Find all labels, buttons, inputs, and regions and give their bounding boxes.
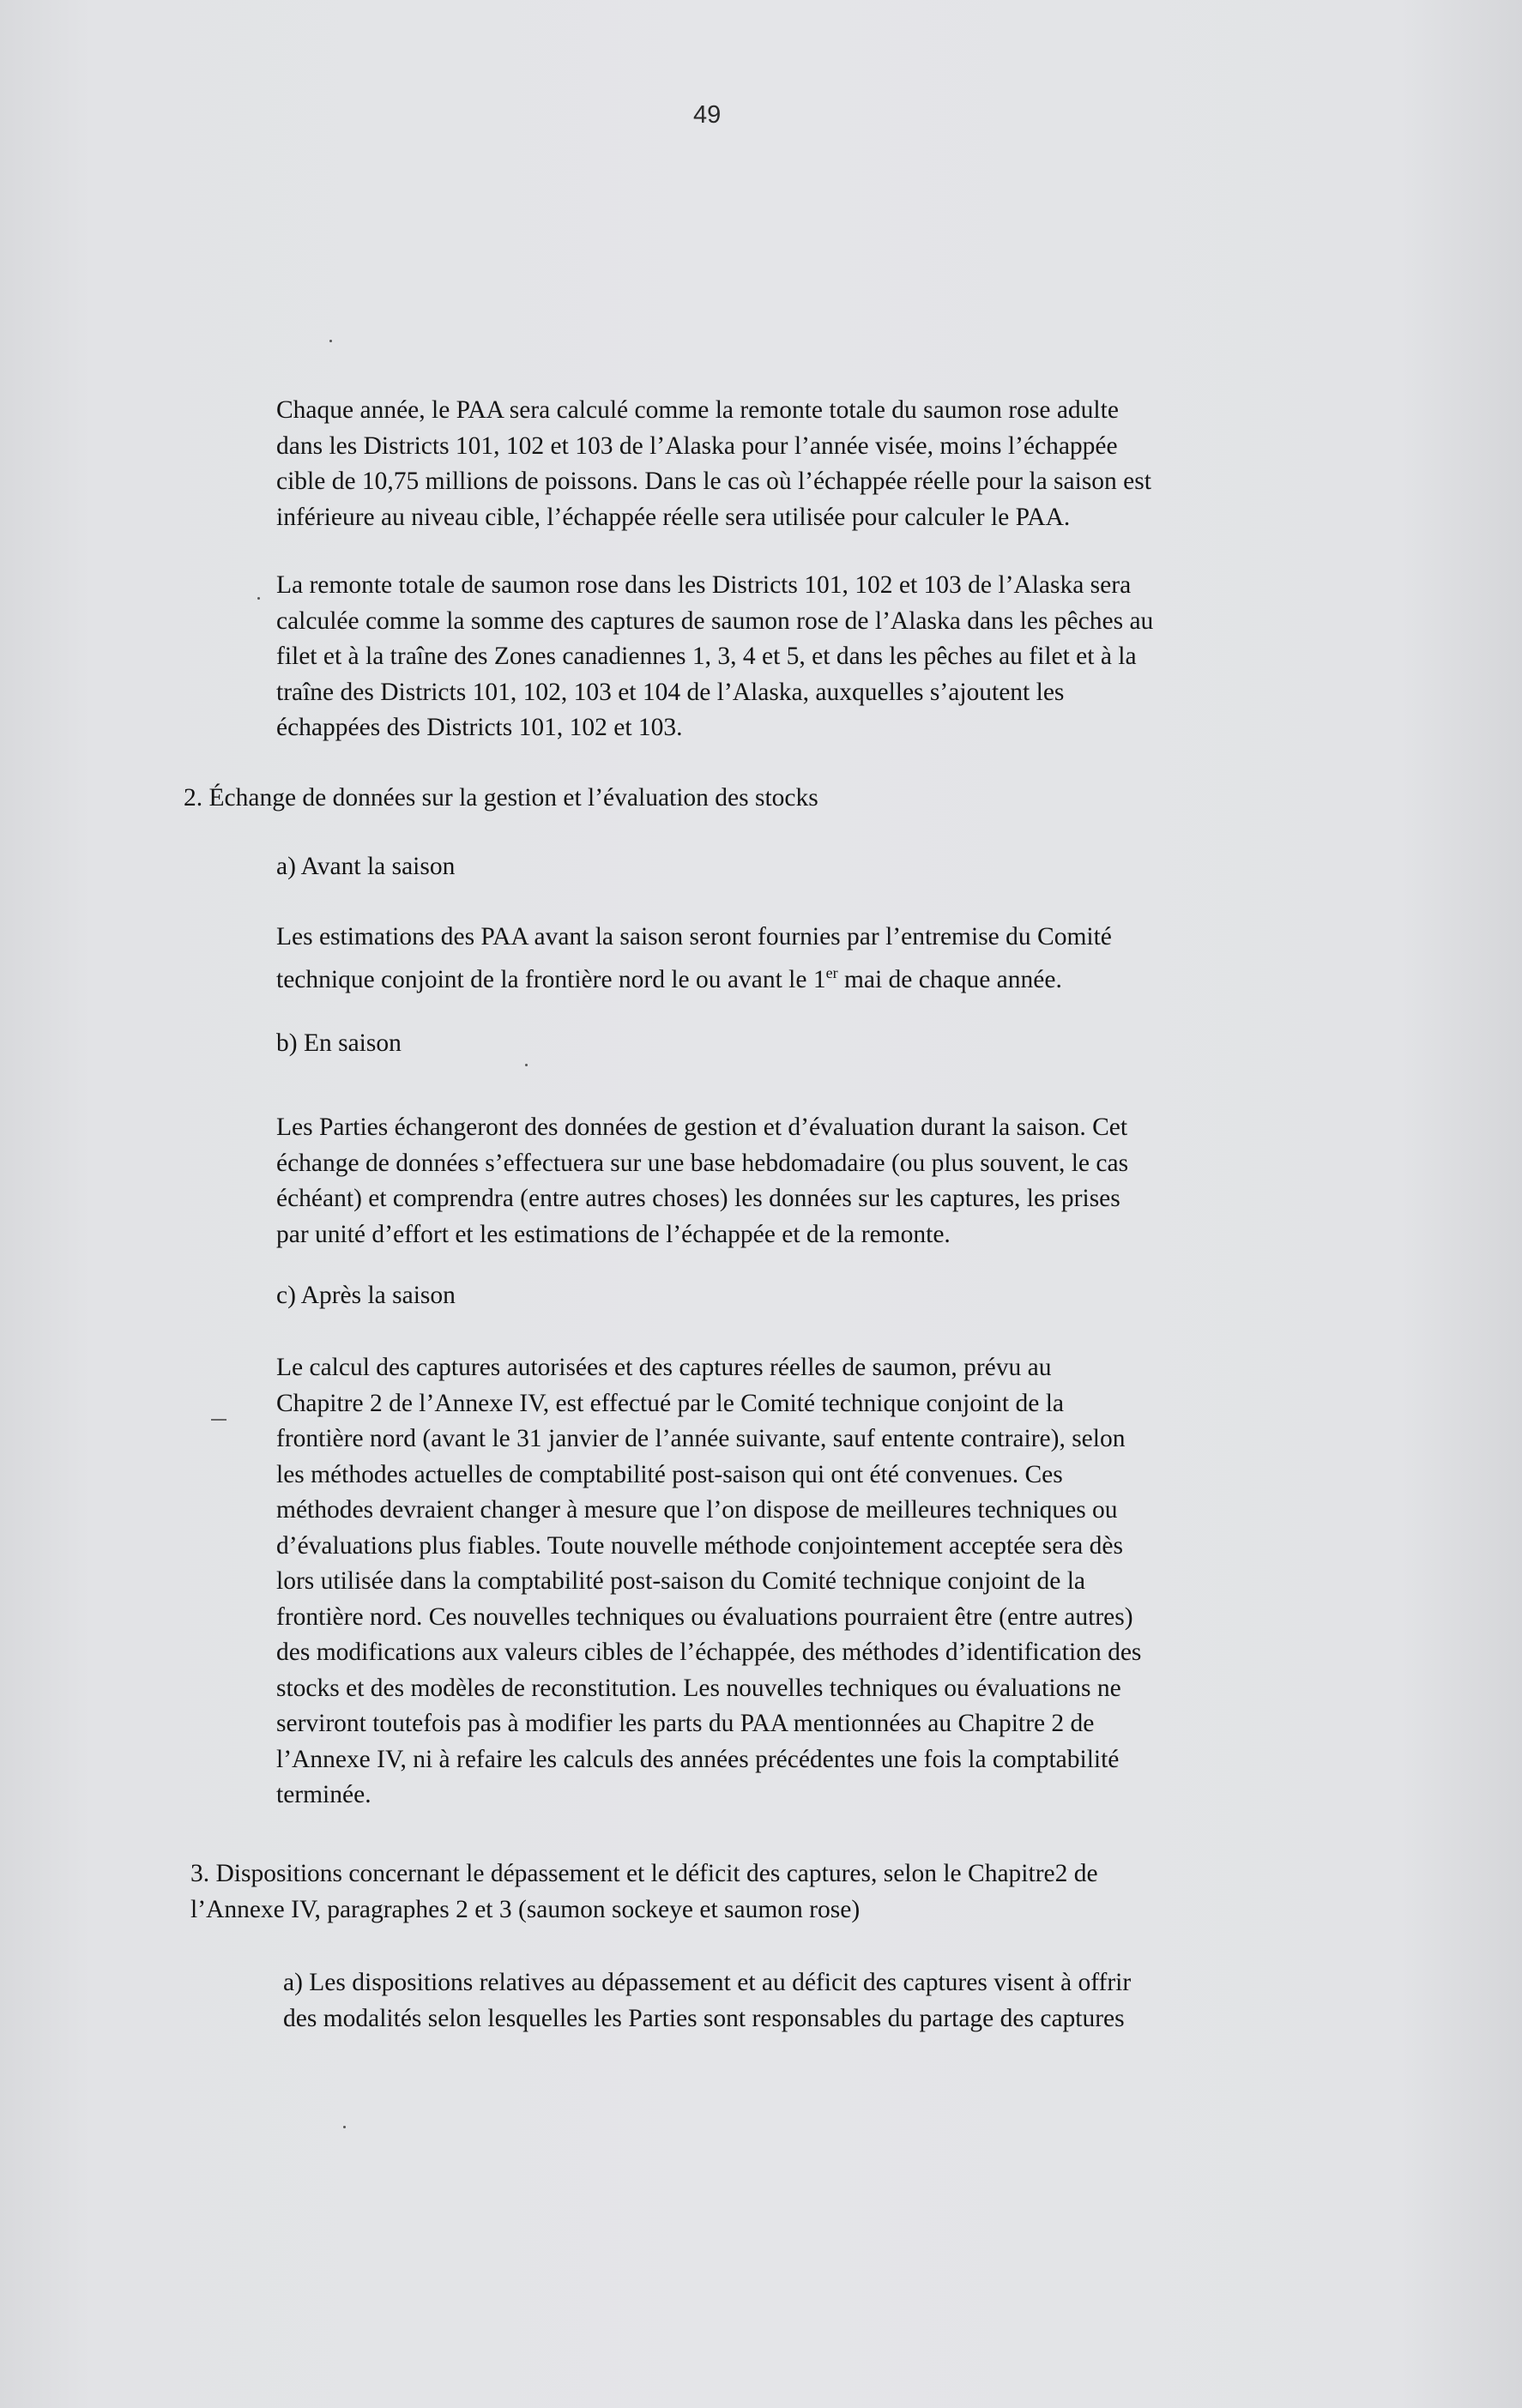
- heading-text: b) En saison: [276, 1029, 402, 1057]
- heading-text: a) Avant la saison: [276, 853, 456, 880]
- text-line: Chaque année, le PAA sera calculé comme la remonte totale du saumon rose adulte: [276, 396, 1119, 424]
- text-segment: technique conjoint de la frontière nord le ou avant le 1: [276, 965, 826, 993]
- text-line: échange de données s’effectuera sur une base hebdomadaire (ou plus souvent, le cas: [276, 1149, 1129, 1177]
- ordinal-superscript: er: [825, 963, 838, 981]
- text-line: frontière nord (avant le 31 janvier de l’année suivante, sauf entente contraire), selon: [276, 1425, 1126, 1452]
- section-2-heading: [184, 781, 818, 817]
- text-line: lors utilisée dans la comptabilité post-saison du Comité technique conjoint de la: [276, 1567, 1085, 1595]
- margin-mark: [211, 1419, 226, 1421]
- subsection-b-heading: [276, 1026, 402, 1062]
- text-line: des modifications aux valeurs cibles de l’échappée, des méthodes d’identification des: [276, 1639, 1142, 1666]
- scan-speck: [257, 597, 260, 600]
- scan-speck: [343, 2126, 346, 2128]
- text-line: l’Annexe IV, paragraphes 2 et 3 (saumon sockeye et saumon rose): [190, 1895, 861, 1923]
- text-line: terminée.: [276, 1781, 371, 1808]
- text-line: par unité d’effort et les estimations de l’échappée et de la remonte.: [276, 1220, 951, 1248]
- text-line: Le calcul des captures autorisées et des captures réelles de saumon, prévu au: [276, 1354, 1052, 1381]
- text-line: méthodes devraient changer à mesure que l’on dispose de meilleures techniques ou: [276, 1496, 1118, 1524]
- intro-paragraph-2: [276, 568, 1153, 746]
- scan-speck: [329, 340, 332, 342]
- text-line: La remonte totale de saumon rose dans les Districts 101, 102 et 103 de l’Alaska sera: [276, 571, 1132, 599]
- text-line: traîne des Districts 101, 102, 103 et 104 de l’Alaska, auxquelles s’ajoutent les: [276, 678, 1065, 706]
- text-segment: mai de chaque année.: [837, 965, 1062, 993]
- text-line: l’Annexe IV, ni à refaire les calculs des années précédentes une fois la comptabilité: [276, 1745, 1120, 1773]
- subsection-a-heading: [276, 849, 455, 885]
- heading-text: 2. Échange de données sur la gestion et l’évaluation des stocks: [184, 784, 818, 812]
- text-line: [276, 956, 1112, 998]
- text-line: dans les Districts 101, 102 et 103 de l’Alaska pour l’année visée, moins l’échappée: [276, 432, 1118, 460]
- text-line: serviront toutefois pas à modifier les parts du PAA mentionnées au Chapitre 2 de: [276, 1710, 1095, 1737]
- text-line: a) Les dispositions relatives au dépassement et au déficit des captures visent à offrir: [283, 1969, 1132, 1996]
- text-line: filet et à la traîne des Zones canadiennes 1, 3, 4 et 5, et dans les pêches au filet et à la: [276, 643, 1137, 670]
- text-line: stocks et des modèles de reconstitution. Les nouvelles techniques ou évaluations ne: [276, 1674, 1121, 1702]
- text-line: 3. Dispositions concernant le dépassement et le déficit des captures, selon le Chapitre2 de: [190, 1860, 1098, 1887]
- bleed-through-shadow: [266, 339, 1338, 375]
- section-3-subsection-a: [283, 1965, 1131, 2037]
- text-line: inférieure au niveau cible, l’échappée réelle sera utilisée pour calculer le PAA.: [276, 503, 1071, 531]
- text-line: échéant) et comprendra (entre autres choses) les données sur les captures, les prises: [276, 1185, 1120, 1212]
- text-line: cible de 10,75 millions de poissons. Dans le cas où l’échappée réelle pour la saison est: [276, 468, 1151, 495]
- text-line: des modalités selon lesquelles les Parties sont responsables du partage des captures: [283, 2004, 1125, 2032]
- scan-speck: [525, 1064, 528, 1066]
- text-line: Les estimations des PAA avant la saison seront fournies par l’entremise du Comité: [276, 923, 1112, 951]
- text-line: frontière nord. Ces nouvelles techniques ou évaluations pourraient être (entre autres): [276, 1602, 1133, 1631]
- intro-paragraph-1: [276, 393, 1151, 535]
- text-line: les méthodes actuelles de comptabilité post-saison qui ont été convenues. Ces: [276, 1460, 1063, 1488]
- subsection-a-text: [276, 920, 1112, 998]
- page-number: 49: [693, 101, 722, 129]
- text-line: d’évaluations plus fiables. Toute nouvelle méthode conjointement acceptée sera dès: [276, 1531, 1123, 1560]
- subsection-b-text: [276, 1110, 1128, 1252]
- text-line: Chapitre 2 de l’Annexe IV, est effectué par le Comité technique conjoint de la: [276, 1389, 1065, 1417]
- subsection-c-heading: [276, 1278, 456, 1314]
- section-3-heading: [190, 1856, 1098, 1928]
- heading-text: c) Après la saison: [276, 1282, 456, 1309]
- text-line: échappées des Districts 101, 102 et 103.: [276, 714, 683, 741]
- text-line: Les Parties échangeront des données de gestion et d’évaluation durant la saison. Cet: [276, 1113, 1128, 1141]
- text-line: calculée comme la somme des captures de saumon rose de l’Alaska dans les pêches au: [276, 607, 1154, 635]
- subsection-c-text: [276, 1350, 1141, 1814]
